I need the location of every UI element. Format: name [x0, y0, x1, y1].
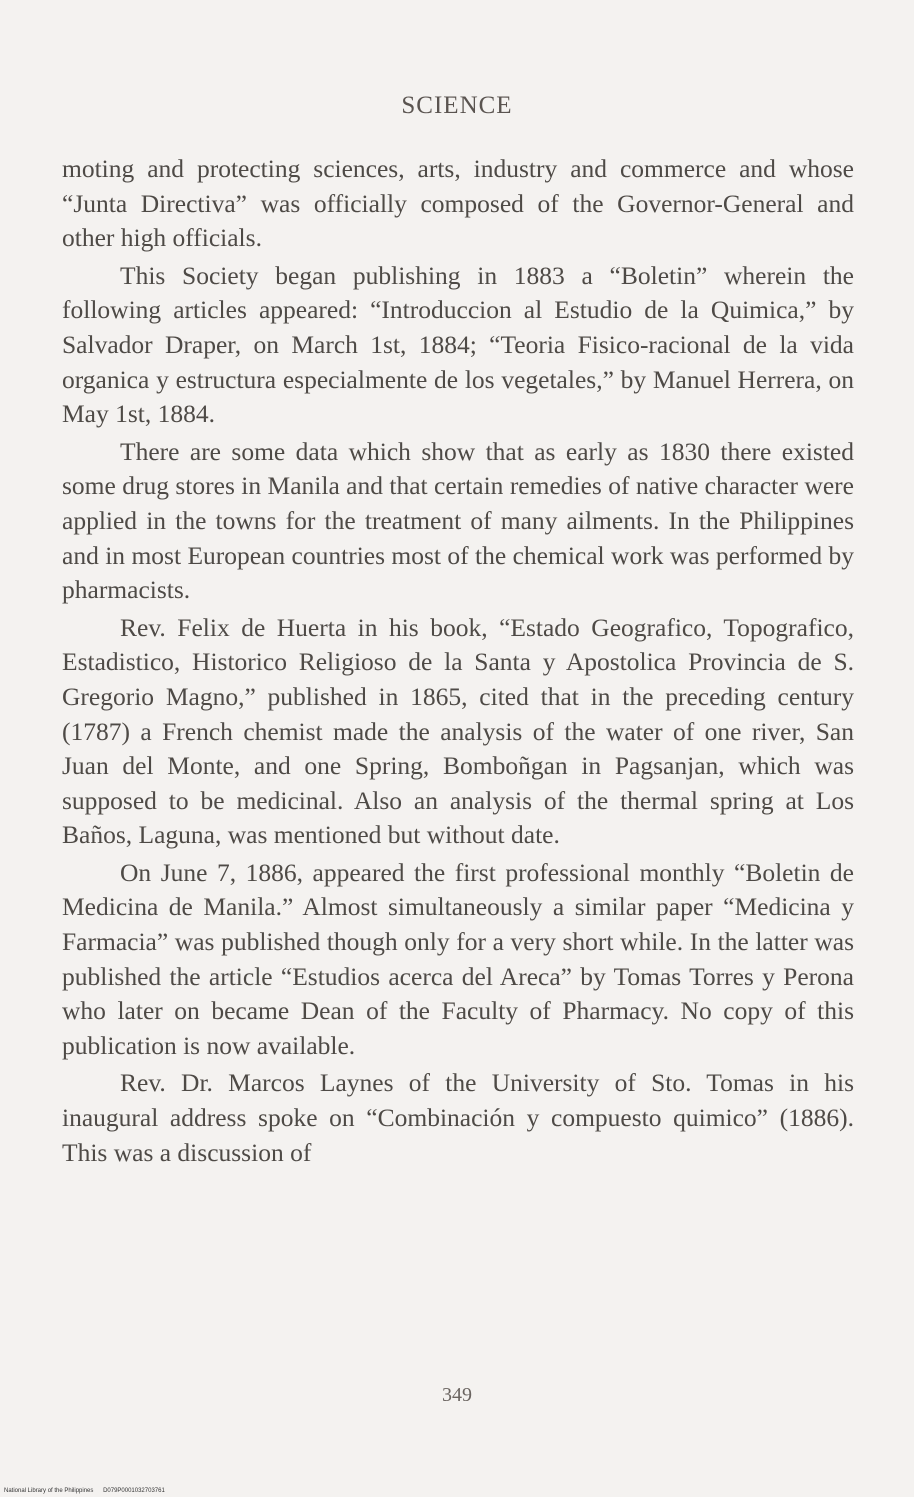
library-credit: National Library of the Philippines [4, 1488, 94, 1494]
scan-id: D079P0001032703761 [103, 1488, 165, 1494]
paragraph-1: moting and protecting sciences, arts, industry and commerce and whose “Junta Directiva” was officially composed of the Governor-General and other high officials. [62, 154, 854, 253]
paragraph-6: Rev. Dr. Marcos Laynes of the University of Sto. Tomas in his inaugural address spoke on “Combinación y compuesto quimico” (1886). This was a discussion of [62, 1068, 854, 1167]
scan-credit [4, 1488, 165, 1494]
running-title: SCIENCE [401, 92, 513, 119]
paragraph-5: On June 7, 1886, appeared the first professional monthly “Boletin de Medicina de Manila.” Almost simultaneously a similar paper “Medicina y Farmacia” was published though only for a very short while. In the latter was published the article “Estudios acerca del Areca” by Tomas Torres y Perona who later on became Dean of the Faculty of Pharmacy. No copy of this publication is now available. [62, 857, 854, 1060]
body-text [62, 152, 854, 1173]
paragraph-2: This Society began publishing in 1883 a “Boletin” wherein the following articles appeared: “Introduccion al Estudio de la Quimica,” by Salvador Draper, on March 1st, 1884; “Teoria Fisico-racional de la vida organica y estructura especialmente de los vegetales,” by Manuel Herrera, on May 1st, 1884. [62, 260, 854, 429]
paragraph-4: Rev. Felix de Huerta in his book, “Estado Geografico, Topografico, Estadistico, Historico Religioso de la Santa y Apostolica Provincia de S. Gregorio Magno,” published in 1865, cited that in the preceding century (1787) a French chemist made the analysis of the water of one river, San Juan del Monte, and one Spring, Bomboñgan in Pagsanjan, which was supposed to be medicinal. Also an analysis of the thermal spring at Los Baños, Laguna, was mentioned but without date. [62, 612, 854, 850]
paragraph-3: There are some data which show that as early as 1830 there existed some drug stores in Manila and that certain remedies of native character were applied in the towns for the treatment of many ailments. In the Philippines and in most European countries most of the chemical work was performed by pharmacists. [62, 436, 854, 605]
page-number: 349 [442, 1384, 472, 1406]
